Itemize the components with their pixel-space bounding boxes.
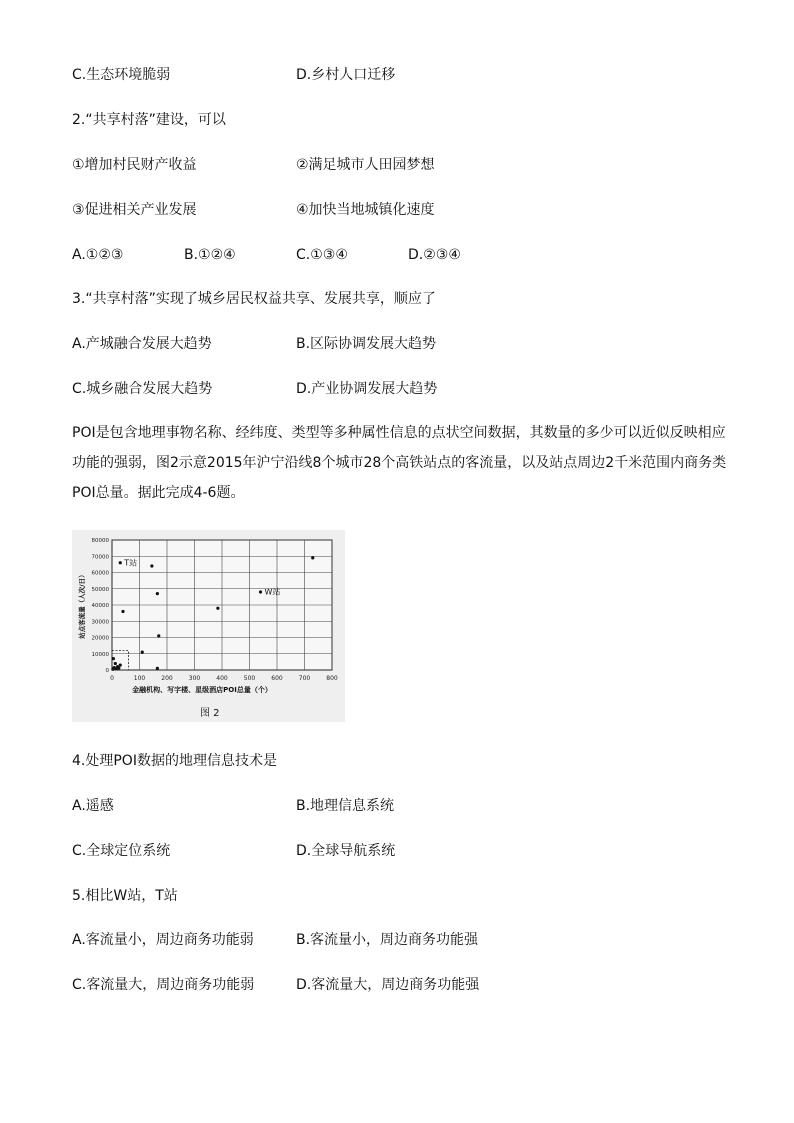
q2-stem: 2.“共享村落”建设，可以 bbox=[72, 112, 226, 128]
q2-item-4: ④加快当地城镇化速度 bbox=[296, 202, 435, 218]
x-tick-label: 400 bbox=[216, 675, 228, 682]
q4-stem: 4.处理POI数据的地理信息技术是 bbox=[72, 753, 277, 769]
data-point bbox=[216, 607, 219, 610]
q3-option-c: C.城乡融合发展大趋势 bbox=[72, 381, 213, 397]
q5-stem: 5.相比W站，T站 bbox=[72, 888, 178, 904]
data-point bbox=[311, 556, 314, 559]
data-point bbox=[111, 668, 114, 671]
point-label: W站 bbox=[264, 587, 281, 597]
data-point bbox=[156, 592, 159, 595]
y-tick-label: 30000 bbox=[91, 619, 109, 626]
data-point bbox=[112, 657, 115, 660]
y-axis-label: 站点客流量（人次/日） bbox=[78, 571, 86, 639]
q3-option-d: D.产业协调发展大趋势 bbox=[296, 381, 438, 397]
x-tick-label: 500 bbox=[243, 675, 256, 682]
q2-option-b: B.①②④ bbox=[184, 247, 236, 263]
data-point bbox=[119, 561, 122, 564]
y-tick-label: 60000 bbox=[91, 570, 109, 577]
q5-option-a: A.客流量小，周边商务功能弱 bbox=[72, 932, 254, 948]
q2-item-2: ②满足城市人田园梦想 bbox=[296, 157, 435, 173]
figure-caption: 图 2 bbox=[200, 708, 220, 719]
x-tick-label: 300 bbox=[188, 675, 201, 682]
passage: POI是包含地理事物名称、经纬度、类型等多种属性信息的点状空间数据，其数量的多少可以近似反映相应功能的强弱，图2示意2015年沪宁沿线8个城市28个高铁站点的客流量，以及站点周边2千米范围内商务类POI总量。据此完成4-6题。 bbox=[72, 425, 727, 501]
data-point bbox=[119, 664, 122, 667]
data-point bbox=[141, 651, 144, 654]
q5-option-c: C.客流量大，周边商务功能弱 bbox=[72, 977, 255, 993]
q2-option-d: D.②③④ bbox=[408, 247, 461, 263]
q5-option-d: D.客流量大，周边商务功能强 bbox=[296, 977, 480, 993]
q2-item-3: ③促进相关产业发展 bbox=[72, 202, 197, 218]
q2-item-1: ①增加村民财产收益 bbox=[72, 157, 197, 173]
data-point bbox=[117, 666, 120, 669]
y-tick-label: 80000 bbox=[91, 538, 109, 544]
q4-option-c: C.全球定位系统 bbox=[72, 843, 171, 859]
data-point bbox=[157, 634, 160, 637]
y-tick-label: 20000 bbox=[91, 635, 109, 642]
data-point bbox=[115, 667, 118, 670]
q4-option-b: B.地理信息系统 bbox=[296, 798, 395, 814]
q2-option-c: C.①③④ bbox=[296, 247, 348, 263]
scatter-chart bbox=[72, 530, 345, 722]
x-tick-label: 700 bbox=[298, 675, 311, 682]
y-tick-label: 10000 bbox=[91, 651, 109, 658]
x-axis-label: 金融机构、写字楼、星级酒店POI总量（个） bbox=[132, 686, 272, 694]
figure-2 bbox=[72, 530, 345, 722]
y-tick-label: 50000 bbox=[91, 586, 109, 593]
q4-option-d: D.全球导航系统 bbox=[296, 843, 396, 859]
data-point bbox=[114, 662, 117, 665]
data-point bbox=[150, 564, 153, 567]
x-tick-label: 200 bbox=[161, 675, 173, 682]
q3-option-b: B.区际协调发展大趋势 bbox=[296, 336, 437, 352]
data-point bbox=[121, 610, 124, 613]
q2-option-a: A.①②③ bbox=[72, 247, 124, 263]
x-tick-label: 100 bbox=[133, 675, 146, 682]
q5-option-b: B.客流量小，周边商务功能强 bbox=[296, 932, 479, 948]
q4-option-a: A.遥感 bbox=[72, 798, 114, 814]
x-tick-label: 0 bbox=[110, 675, 114, 682]
q3-option-a: A.产城融合发展大趋势 bbox=[72, 336, 212, 352]
data-point bbox=[156, 667, 159, 670]
q3-stem: 3.“共享村落”实现了城乡居民权益共享、发展共享，顺应了 bbox=[72, 291, 436, 307]
q1-option-d: D.乡村人口迁移 bbox=[296, 67, 396, 83]
point-label: T站 bbox=[124, 558, 138, 568]
q1-option-c: C.生态环境脆弱 bbox=[72, 67, 171, 83]
x-tick-label: 800 bbox=[326, 675, 338, 682]
y-tick-label: 70000 bbox=[91, 554, 109, 561]
y-tick-label: 0 bbox=[105, 668, 109, 674]
x-tick-label: 600 bbox=[271, 675, 283, 682]
y-tick-label: 40000 bbox=[91, 603, 109, 609]
data-point bbox=[259, 590, 262, 593]
